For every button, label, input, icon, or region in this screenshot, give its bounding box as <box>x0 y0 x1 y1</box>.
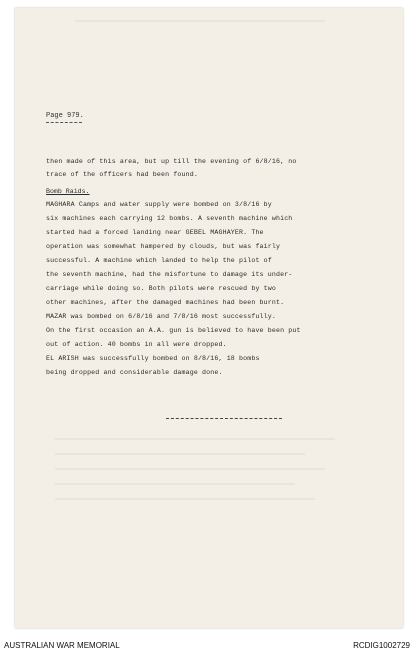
body-line: other machines, after the damaged machines had been burnt. <box>46 299 285 306</box>
body-line: then made of this area, but up till the evening of 6/8/16, no <box>46 158 297 165</box>
show-through-mark <box>55 468 325 470</box>
show-through-mark <box>55 438 335 440</box>
body-line: carriage while doing so. Both pilots were rescued by two <box>46 285 276 292</box>
page-number-underline <box>46 122 82 123</box>
show-through-mark <box>55 453 305 455</box>
footer-reference: RCDIG1002729 <box>353 641 410 650</box>
body-line: EL ARISH was successfully bombed on 8/8/16, 18 bombs <box>46 355 260 362</box>
body-line: On the first occasion an A.A. gun is believed to have been put <box>46 327 301 334</box>
page-number: Page 979. <box>46 112 84 120</box>
body-line: started had a forced landing near GEBEL MAGHAYER. The <box>46 229 264 236</box>
body-line: operation was somewhat hampered by clouds, but was fairly <box>46 243 281 250</box>
footer-institution: AUSTRALIAN WAR MEMORIAL <box>4 641 120 650</box>
show-through-mark <box>55 483 295 485</box>
section-heading: Bomb Raids. <box>46 188 90 195</box>
body-line: trace of the officers had been found. <box>46 171 198 178</box>
end-of-section-rule <box>166 418 282 419</box>
body-line: successful. A machine which landed to help the pilot of <box>46 257 272 264</box>
body-line: the seventh machine, had the misfortune to damage its under- <box>46 271 293 278</box>
show-through-mark <box>55 498 315 500</box>
body-line: MAGHARA Camps and water supply were bombed on 3/8/16 by <box>46 201 272 208</box>
body-line: MAZAR was bombed on 6/8/16 and 7/8/16 most successfully. <box>46 313 276 320</box>
show-through-mark <box>75 20 325 22</box>
body-line: being dropped and considerable damage done. <box>46 369 223 376</box>
body-line: six machines each carrying 12 bombs. A seventh machine which <box>46 215 293 222</box>
body-line: out of action. 40 bombs in all were dropped. <box>46 341 227 348</box>
